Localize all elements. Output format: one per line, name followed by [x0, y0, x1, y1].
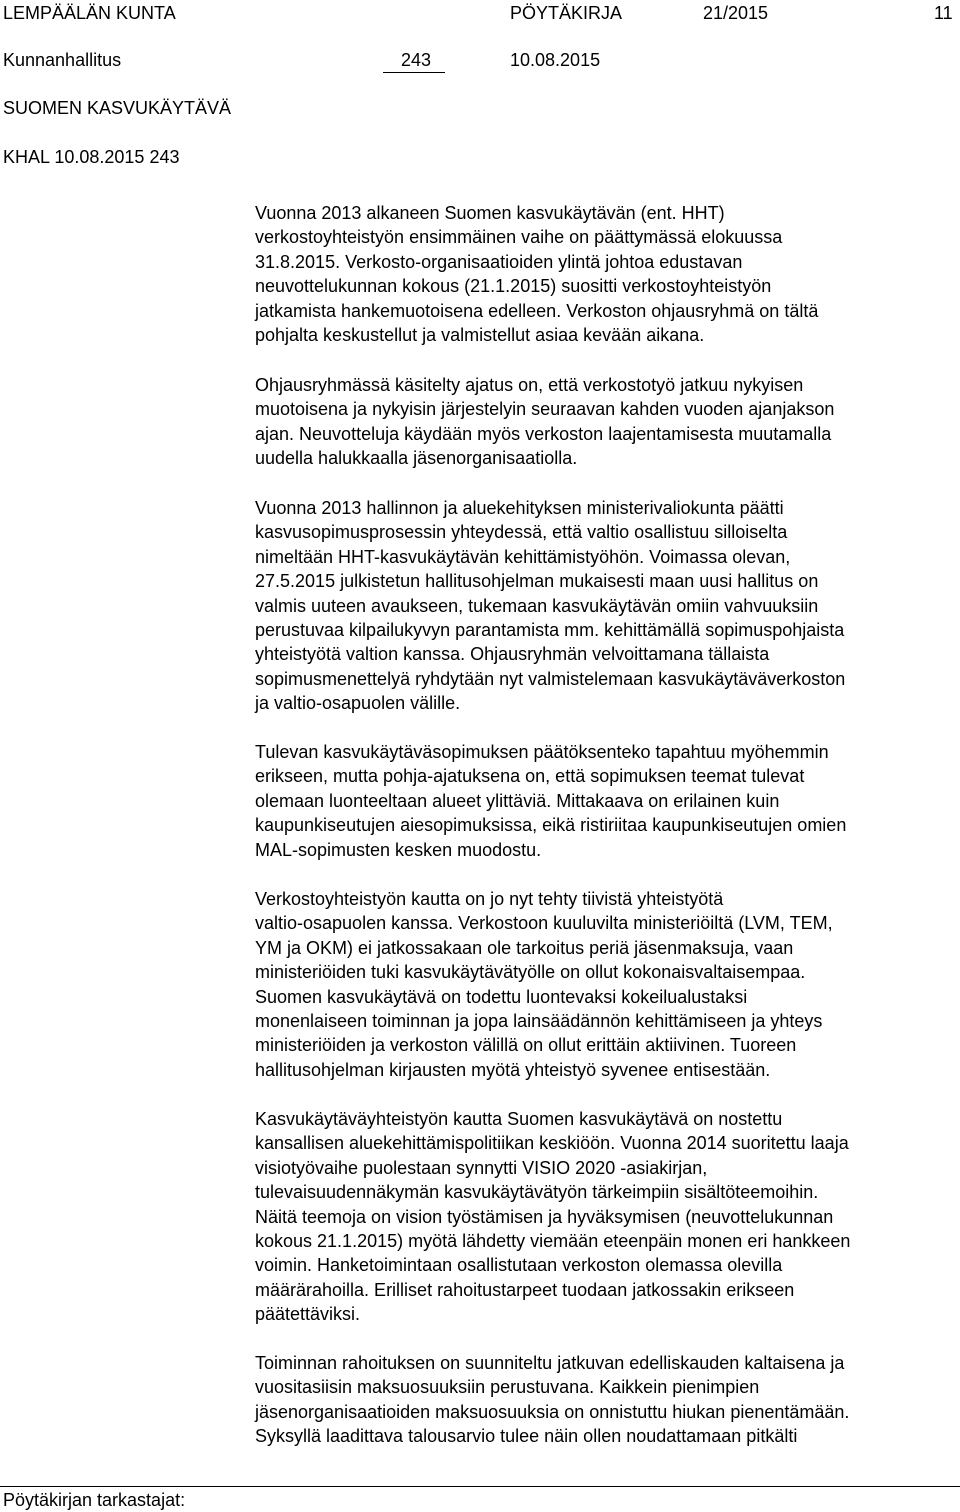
page-number: 11 — [934, 3, 953, 23]
text-line: yhteistyötä valtion kanssa. Ohjausryhmän velvoittamana tällaista — [255, 644, 770, 665]
paragraph-5 — [255, 887, 955, 1082]
item-title: SUOMEN KASVUKÄYTÄVÄ — [3, 98, 232, 118]
text-line: 27.5.2015 julkistetun hallitusohjelman mukaisesti maan uusi hallitus on — [255, 571, 819, 592]
municipality-name: LEMPÄÄLÄN KUNTA — [3, 3, 176, 23]
paragraph-1 — [255, 201, 955, 347]
text-line: Ohjausryhmässä käsitelty ajatus on, että verkostotyö jatkuu nykyisen — [255, 375, 804, 395]
text-line: Suomen kasvukäytävä on todettu luontevaksi kokeilualustaksi — [255, 986, 748, 1007]
paragraph-6 — [255, 1107, 955, 1327]
minutes-verifiers-label: Pöytäkirjan tarkastajat: — [3, 1490, 186, 1510]
text-line: erikseen, mutta pohja-ajatuksena on, että sopimuksen teemat tulevat — [255, 766, 805, 787]
text-line: sopimusmenettelyä ryhdytään nyt valmistelemaan kasvukäytäväverkoston — [255, 668, 846, 689]
text-line: visiotyövaihe puolestaan synnytti VISIO 2020 -asiakirjan, — [255, 1157, 708, 1178]
text-line: ajan. Neuvotteluja käydään myös verkoston laajentamisesta muutamalla — [255, 423, 832, 444]
text-line: Vuonna 2013 hallinnon ja aluekehityksen ministerivaliokunta päätti — [255, 498, 784, 518]
text-line: YM ja OKM) ei jatkossakaan ole tarkoitus periä jäsenmaksuja, vaan — [255, 937, 794, 958]
text-line: 31.8.2015. Verkosto-organisaatioiden ylintä johtoa edustavan — [255, 251, 743, 272]
meeting-date: 10.08.2015 — [510, 50, 601, 70]
text-line: pohjalta keskustellut ja valmistellut asiaa kevään aikana. — [255, 325, 705, 346]
text-line: ministeriöiden ja verkoston välillä on ollut erittäin aktiivinen. Tuoreen — [255, 1035, 797, 1056]
text-line: kaupunkiseutujen aiesopimuksissa, eikä ristiriitaa kaupunkiseutujen omien — [255, 815, 847, 836]
text-line: Syksyllä laadittava talousarvio tulee näin ollen noudattamaan pitkälti — [255, 1426, 798, 1447]
text-line: vuositasiisin maksuosuuksiin perustuvana. Kaikkein pienimpien — [255, 1377, 760, 1398]
section-number: 243 — [401, 50, 432, 70]
text-line: Tulevan kasvukäytäväsopimuksen päätöksenteko tapahtuu myöhemmin — [255, 742, 829, 762]
text-line: MAL-sopimusten kesken muodostu. — [255, 839, 542, 860]
text-line: jatkamista hankemuotoisena edelleen. Verkoston ohjausryhmä on tältä — [255, 300, 819, 321]
text-line: Toiminnan rahoituksen on suunniteltu jatkuvan edelliskauden kaltaisena ja — [255, 1353, 845, 1373]
text-line: ja valtio-osapuolen välille. — [255, 693, 461, 714]
paragraph-2 — [255, 373, 955, 471]
text-line: kasvusopimusprosessin yhteydessä, että valtio osallistuu silloiselta — [255, 522, 788, 543]
text-line: valtio-osapuolen kanssa. Verkostoon kuuluvilta ministeriöiltä (LVM, TEM, — [255, 913, 833, 934]
text-line: muotoisena ja nykyisin järjestelyin seuraavan kahden vuoden ajanjakson — [255, 399, 835, 420]
text-line: kansallisen aluekehittämispolitiikan keskiöön. Vuonna 2014 suoritettu laaja — [255, 1133, 849, 1154]
text-line: verkostoyhteistyön ensimmäinen vaihe on päättymässä elokuussa — [255, 227, 783, 248]
document-number: 21/2015 — [703, 3, 769, 23]
footer-divider — [0, 1486, 960, 1487]
text-line: jäsenorganisaatioiden maksuosuuksia on onnistuttu hiukan pienentämään. — [255, 1401, 850, 1422]
paragraph-4 — [255, 740, 955, 862]
text-line: Verkostoyhteistyön kautta on jo nyt tehty tiivistä yhteistyötä — [255, 889, 724, 909]
text-line: uudella halukkaalla jäsenorganisaatiolla. — [255, 448, 578, 469]
text-line: Näitä teemoja on vision työstämisen ja hyväksymisen (neuvottelukunnan — [255, 1206, 834, 1227]
body-text — [255, 0, 955, 1512]
text-line: olemaan luonteeltaan alueet ylittäviä. Mittakaava on erilainen kuin — [255, 790, 780, 811]
text-line: nimeltään HHT-kasvukäytävän kehittämistyöhön. Voimassa olevan, — [255, 546, 791, 567]
document-type: PÖYTÄKIRJA — [510, 3, 623, 23]
paragraph-3 — [255, 496, 955, 716]
text-line: voimin. Hanketoimintaan osallistutaan verkoston olemassa olevilla — [255, 1255, 783, 1276]
text-line: Kasvukäytäväyhteistyön kautta Suomen kasvukäytävä on nostettu — [255, 1109, 783, 1129]
text-line: hallitusohjelman kirjausten myötä yhteistyö syvenee entisestään. — [255, 1059, 771, 1080]
text-line: ministeriöiden tuki kasvukäytävätyölle on ollut kokonaisvaltaisempaa. — [255, 962, 806, 983]
text-line: perustuvaa kilpailukyvyn parantamista mm. kehittämällä sopimuspohjaista — [255, 620, 845, 641]
item-reference: KHAL 10.08.2015 243 — [3, 147, 180, 167]
text-line: valmis uuteen avaukseen, tukemaan kasvukäytävän omiin vahvuuksiin — [255, 595, 819, 616]
governing-body: Kunnanhallitus — [3, 50, 122, 70]
text-line: neuvottelukunnan kokous (21.1.2015) suositti verkostoyhteistyön — [255, 276, 772, 297]
paragraph-7 — [255, 1351, 955, 1449]
text-line: monenlaiseen toiminnan ja jopa lainsäädännön kehittämiseen ja yhteys — [255, 1011, 823, 1032]
text-line: päätettäviksi. — [255, 1304, 361, 1325]
text-line: määrärahoilla. Erilliset rahoitustarpeet tuodaan jatkossakin erikseen — [255, 1279, 795, 1300]
text-line: tulevaisuudennäkymän kasvukäytävätyön tärkeimpiin sisältöteemoihin. — [255, 1182, 819, 1203]
text-line: kokous 21.1.2015) myötä lähdetty viemään eteenpäin monen eri hankkeen — [255, 1231, 851, 1252]
text-line: Vuonna 2013 alkaneen Suomen kasvukäytävän (ent. HHT) — [255, 203, 725, 223]
